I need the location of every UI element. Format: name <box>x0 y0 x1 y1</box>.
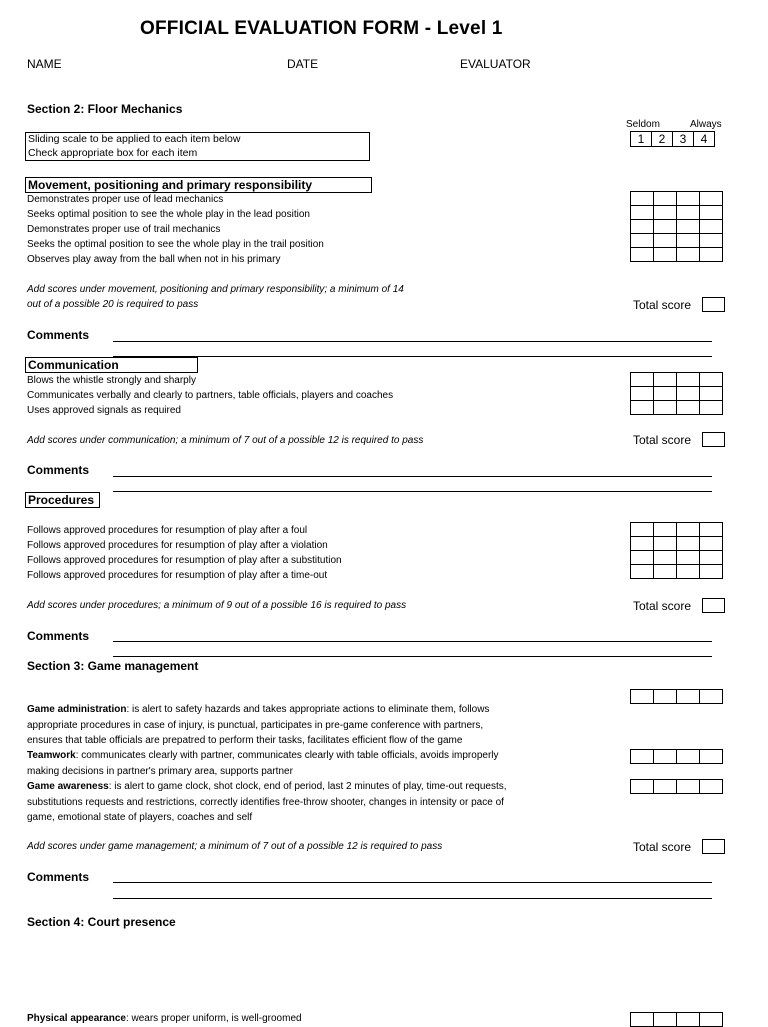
scale-number: 4 <box>694 132 715 147</box>
score-cell[interactable] <box>631 551 654 565</box>
movement-item: Demonstrates proper use of lead mechanics <box>27 194 224 205</box>
communication-total-box[interactable] <box>702 432 725 447</box>
score-cell[interactable] <box>700 750 723 764</box>
evaluator-label: EVALUATOR <box>460 57 531 71</box>
score-cell[interactable] <box>654 537 677 551</box>
procedures-item: Follows approved procedures for resumption of play after a substitution <box>27 555 342 566</box>
game-admin-score-grid[interactable] <box>630 689 723 704</box>
score-cell[interactable] <box>631 1013 654 1027</box>
comment-line[interactable] <box>113 641 712 642</box>
score-cell[interactable] <box>654 565 677 579</box>
game-management-note: Add scores under game management; a minimum of 7 out of a possible 12 is required to pass <box>27 841 443 852</box>
comments-label: Comments <box>27 328 90 342</box>
instruction-line: Sliding scale to be applied to each item below <box>28 133 241 145</box>
score-cell[interactable] <box>654 750 677 764</box>
movement-item: Demonstrates proper use of trail mechanics <box>27 224 221 235</box>
teamwork-text: : communicates clearly with partner, communicates clearly with table officials, avoids improperly making decisions in partner's primary area, supports partner <box>27 750 499 777</box>
score-cell[interactable] <box>700 690 723 704</box>
total-score-label: Total score <box>633 298 692 312</box>
procedures-item: Follows approved procedures for resumption of play after a time-out <box>27 570 328 581</box>
scale-number: 2 <box>652 132 673 147</box>
date-label: DATE <box>287 57 319 71</box>
teamwork-score-grid[interactable] <box>630 749 723 764</box>
score-cell[interactable] <box>654 523 677 537</box>
score-cell[interactable] <box>654 690 677 704</box>
section-2-title: Section 2: Floor Mechanics <box>27 102 183 116</box>
communication-note: Add scores under communication; a minimum of 7 out of a possible 12 is required to pass <box>27 435 424 446</box>
communication-score-grid[interactable] <box>630 372 723 415</box>
scale-number: 1 <box>631 132 652 147</box>
scale-numbers <box>630 131 715 147</box>
movement-item: Observes play away from the ball when not in his primary <box>27 254 281 265</box>
score-cell[interactable] <box>631 750 654 764</box>
movement-note: out of a possible 20 is required to pass <box>27 299 199 310</box>
score-cell[interactable] <box>700 248 723 262</box>
score-cell[interactable] <box>631 387 654 401</box>
physical-score-grid[interactable] <box>630 1012 723 1027</box>
score-cell[interactable] <box>677 234 700 248</box>
scale-low-label: Seldom <box>626 119 660 130</box>
score-cell[interactable] <box>700 523 723 537</box>
communication-item: Uses approved signals as required <box>27 405 181 416</box>
communication-item: Blows the whistle strongly and sharply <box>27 375 196 386</box>
score-cell[interactable] <box>700 192 723 206</box>
procedures-item: Follows approved procedures for resumption of play after a violation <box>27 540 328 551</box>
comment-line[interactable] <box>113 356 712 357</box>
score-cell[interactable] <box>677 780 700 794</box>
procedures-note: Add scores under procedures; a minimum of 9 out of a possible 16 is required to pass <box>27 600 407 611</box>
comments-label: Comments <box>27 629 90 643</box>
score-cell[interactable] <box>631 192 654 206</box>
score-cell[interactable] <box>631 234 654 248</box>
score-cell[interactable] <box>677 401 700 415</box>
score-cell[interactable] <box>700 565 723 579</box>
score-cell[interactable] <box>700 537 723 551</box>
physical-appearance-paragraph <box>27 1013 302 1024</box>
score-cell[interactable] <box>700 234 723 248</box>
movement-item: Seeks optimal position to see the whole play in the lead position <box>27 209 310 220</box>
score-cell[interactable] <box>631 537 654 551</box>
score-cell[interactable] <box>700 401 723 415</box>
score-cell[interactable] <box>654 373 677 387</box>
procedures-total-box[interactable] <box>702 598 725 613</box>
score-cell[interactable] <box>677 206 700 220</box>
score-cell[interactable] <box>631 523 654 537</box>
comment-line[interactable] <box>113 491 712 492</box>
score-cell[interactable] <box>700 206 723 220</box>
score-cell[interactable] <box>631 565 654 579</box>
score-cell[interactable] <box>677 192 700 206</box>
comment-line[interactable] <box>113 476 712 477</box>
comment-line[interactable] <box>113 882 712 883</box>
comments-label: Comments <box>27 870 90 884</box>
section-3-title: Section 3: Game management <box>27 659 199 673</box>
instructions-box <box>25 132 370 161</box>
awareness-paragraph <box>27 779 517 826</box>
total-score-label: Total score <box>633 840 692 854</box>
score-cell[interactable] <box>677 373 700 387</box>
awareness-text: : is alert to game clock, shot clock, end of period, last 2 minutes of play, time-out requests, substitutions requests and restrictions, correctly identifies free-throw shooter, changes in intensity or pace of game, emotional state of players, coaches and self <box>27 781 507 823</box>
movement-item: Seeks the optimal position to see the whole play in the trail position <box>27 239 324 250</box>
total-score-label: Total score <box>633 599 692 613</box>
awareness-label: Game awareness <box>27 781 109 792</box>
score-cell[interactable] <box>677 565 700 579</box>
score-cell[interactable] <box>677 551 700 565</box>
score-cell[interactable] <box>654 248 677 262</box>
procedures-heading: Procedures <box>25 492 100 508</box>
score-cell[interactable] <box>677 523 700 537</box>
comment-line[interactable] <box>113 341 712 342</box>
communication-heading: Communication <box>25 357 198 373</box>
score-cell[interactable] <box>700 220 723 234</box>
score-cell[interactable] <box>654 192 677 206</box>
movement-score-grid[interactable] <box>630 191 723 262</box>
game-admin-label: Game administration <box>27 704 127 715</box>
score-cell[interactable] <box>631 401 654 415</box>
procedures-score-grid[interactable] <box>630 522 723 579</box>
score-cell[interactable] <box>631 690 654 704</box>
movement-heading: Movement, positioning and primary responsibility <box>25 177 372 193</box>
score-cell[interactable] <box>654 1013 677 1027</box>
score-cell[interactable] <box>677 750 700 764</box>
score-cell[interactable] <box>631 780 654 794</box>
physical-appearance-label: Physical appearance <box>27 1013 126 1024</box>
scale-high-label: Always <box>690 119 722 130</box>
score-cell[interactable] <box>631 206 654 220</box>
total-score-label: Total score <box>633 433 692 447</box>
score-cell[interactable] <box>654 234 677 248</box>
teamwork-paragraph <box>27 748 517 779</box>
score-cell[interactable] <box>654 206 677 220</box>
procedures-item: Follows approved procedures for resumption of play after a foul <box>27 525 308 536</box>
score-cell[interactable] <box>654 220 677 234</box>
form-title: OFFICIAL EVALUATION FORM - Level 1 <box>140 18 503 39</box>
score-cell[interactable] <box>700 1013 723 1027</box>
score-cell[interactable] <box>654 387 677 401</box>
score-cell[interactable] <box>677 690 700 704</box>
score-cell[interactable] <box>631 220 654 234</box>
score-cell[interactable] <box>654 780 677 794</box>
score-cell[interactable] <box>654 551 677 565</box>
comments-label: Comments <box>27 463 90 477</box>
teamwork-label: Teamwork <box>27 750 76 761</box>
game-admin-text: : is alert to safety hazards and takes appropriate actions to eliminate them, follows appropriate procedures in case of injury, is punctual, participates in pre-game conference with partners, ensures that table officials are prepatred to perform their tasks, facilitates efficient flow of the game <box>27 704 490 746</box>
scale-number: 3 <box>673 132 694 147</box>
score-cell[interactable] <box>700 780 723 794</box>
score-cell[interactable] <box>677 248 700 262</box>
score-cell[interactable] <box>677 537 700 551</box>
score-cell[interactable] <box>677 1013 700 1027</box>
score-cell[interactable] <box>677 387 700 401</box>
comment-line[interactable] <box>113 898 712 899</box>
score-cell[interactable] <box>631 373 654 387</box>
score-cell[interactable] <box>700 551 723 565</box>
score-cell[interactable] <box>631 248 654 262</box>
score-cell[interactable] <box>654 401 677 415</box>
instruction-line: Check appropriate box for each item <box>28 147 198 159</box>
score-cell[interactable] <box>700 373 723 387</box>
section-4-title: Section 4: Court presence <box>27 915 176 929</box>
movement-note: Add scores under movement, positioning and primary responsibility; a minimum of 14 <box>27 284 404 295</box>
comment-line[interactable] <box>113 656 712 657</box>
movement-total-box[interactable] <box>702 297 725 312</box>
game-admin-paragraph <box>27 702 517 749</box>
physical-appearance-text: : wears proper uniform, is well-groomed <box>125 1013 302 1024</box>
awareness-score-grid[interactable] <box>630 779 723 794</box>
score-cell[interactable] <box>677 220 700 234</box>
name-label: NAME <box>27 57 62 71</box>
communication-item: Communicates verbally and clearly to partners, table officials, players and coaches <box>27 390 394 401</box>
score-cell[interactable] <box>700 387 723 401</box>
game-management-total-box[interactable] <box>702 839 725 854</box>
